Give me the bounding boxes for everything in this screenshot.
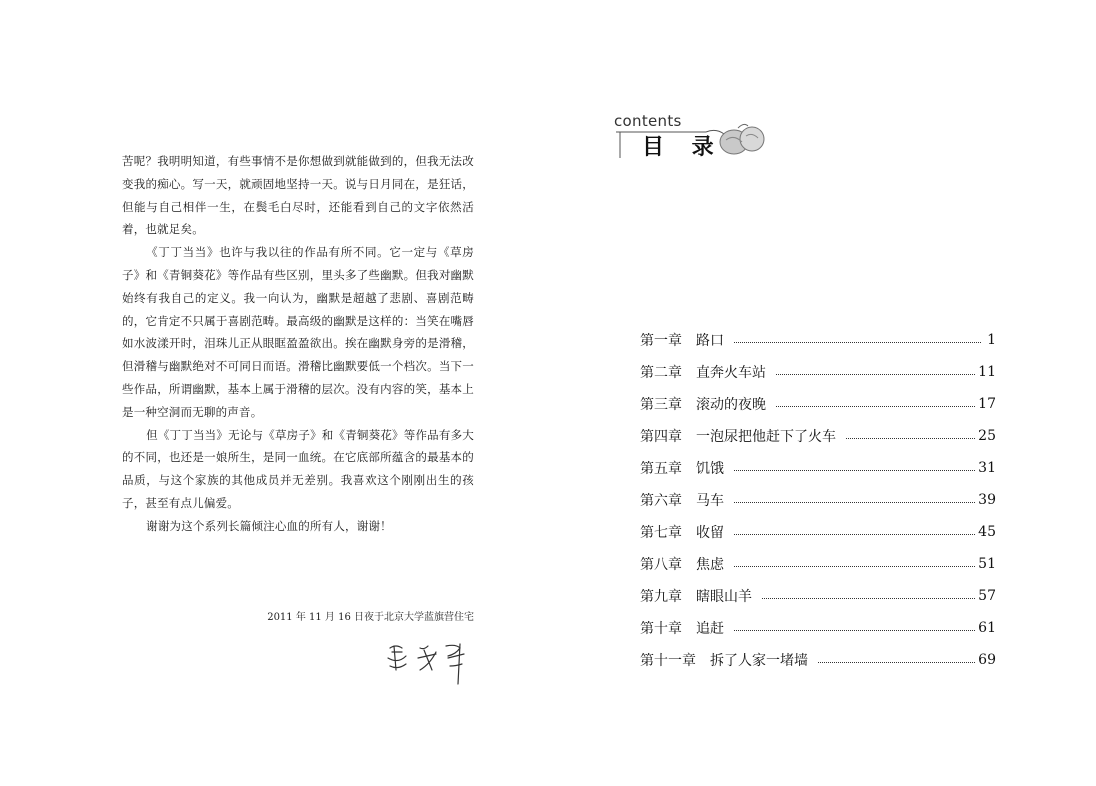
dot-leader: [762, 598, 975, 599]
chapter-page-number: 31: [978, 460, 996, 476]
toc-entry[interactable]: [640, 644, 996, 676]
chapter-page-number: 61: [978, 620, 996, 636]
toc-entry[interactable]: [640, 452, 996, 484]
preface-paragraph: 谢谢为这个系列长篇倾注心血的所有人，谢谢！: [146, 518, 392, 533]
chapter-number: 第五章: [640, 461, 682, 477]
chapter-page-number: 11: [978, 364, 996, 380]
toc-entry[interactable]: [640, 420, 996, 452]
preface-text-block: [122, 150, 474, 538]
chapter-number: 第六章: [640, 493, 682, 509]
chapter-title: 追赶: [696, 621, 724, 637]
toc-entry[interactable]: [640, 516, 996, 548]
chapter-page-number: 57: [978, 588, 996, 604]
chapter-number: 第二章: [640, 365, 682, 381]
dot-leader: [734, 566, 975, 567]
contents-label: contents: [614, 112, 682, 130]
chapter-title: 一泡尿把他赶下了火车: [696, 429, 836, 445]
dot-leader: [734, 470, 975, 471]
chapter-page-number: 45: [978, 524, 996, 540]
preface-date-line: 2011 年 11 月 16 日夜于北京大学蓝旗营住宅: [267, 612, 474, 623]
chapter-title: 拆了人家一堵墙: [710, 653, 808, 669]
dot-leader: [776, 374, 975, 375]
chapter-number: 第十一章: [640, 653, 696, 669]
chapter-page-number: 25: [978, 428, 996, 444]
chapter-title: 收留: [696, 525, 724, 541]
chapter-number: 第三章: [640, 397, 682, 413]
toc-entry[interactable]: [640, 324, 996, 356]
toc-header: [608, 110, 778, 166]
author-signature: [380, 636, 476, 688]
chapter-page-number: 51: [978, 556, 996, 572]
chapter-page-number: 1: [987, 332, 996, 348]
chapter-title: 直奔火车站: [696, 365, 766, 381]
chapter-page-number: 17: [978, 396, 996, 412]
toc-entry[interactable]: [640, 548, 996, 580]
toc-list: [640, 324, 996, 676]
preface-paragraph: 苦呢？我明明知道，有些事情不是你想做到就能做到的，但我无法改变我的痴心。写一天，就顽固地坚持一天。说与日月同在，是狂话，但能与自己相伴一生，在鬓毛白尽时，还能看到自己的文字依然活着，也就足矣。: [122, 154, 474, 237]
chapter-title: 饥饿: [696, 461, 724, 477]
chapter-number: 第八章: [640, 557, 682, 573]
chapter-title: 焦虑: [696, 557, 724, 573]
toc-entry[interactable]: [640, 580, 996, 612]
chapter-number: 第九章: [640, 589, 682, 605]
toc-entry[interactable]: [640, 388, 996, 420]
preface-paragraph: 《丁丁当当》也许与我以往的作品有所不同。它一定与《草房子》和《青铜葵花》等作品有些区别，里头多了些幽默。但我对幽默始终有我自己的定义。我一向认为，幽默是超越了悲剧、喜剧范畴的，它肯定不只属于喜剧范畴。最高级的幽默是这样的：当笑在嘴唇如水波漾开时，泪珠儿正从眼眶盈盈欲出。挨在幽默身旁的是滑稽，但滑稽与幽默绝对不可同日而语。滑稽比幽默要低一个档次。当下一些作品，所谓幽默，基本上属于滑稽的层次。没有内容的笑，基本上是一种空洞而无聊的声音。: [122, 245, 474, 419]
dot-leader: [734, 502, 975, 503]
toc-entry[interactable]: [640, 484, 996, 516]
chapter-title: 路口: [696, 333, 724, 349]
dot-leader: [818, 662, 975, 663]
chapter-number: 第十章: [640, 621, 682, 637]
chapter-page-number: 39: [978, 492, 996, 508]
chapter-title: 瞎眼山羊: [696, 589, 752, 605]
chapter-number: 第七章: [640, 525, 682, 541]
toc-title: 目 录: [642, 134, 724, 160]
chapter-page-number: 69: [978, 652, 996, 668]
chapter-title: 马车: [696, 493, 724, 509]
dot-leader: [734, 630, 975, 631]
dot-leader: [734, 534, 975, 535]
preface-paragraph: 但《丁丁当当》无论与《草房子》和《青铜葵花》等作品有多大的不同，也还是一娘所生，是同一血统。在它底部所蕴含的最基本的品质，与这个家族的其他成员并无差别。我喜欢这个刚刚出生的孩子，甚至有点儿偏爱。: [122, 427, 474, 510]
dot-leader: [846, 438, 975, 439]
toc-entry[interactable]: [640, 356, 996, 388]
chapter-title: 滚动的夜晚: [696, 397, 766, 413]
toc-entry[interactable]: [640, 612, 996, 644]
chapter-number: 第四章: [640, 429, 682, 445]
dot-leader: [776, 406, 975, 407]
chapter-number: 第一章: [640, 333, 682, 349]
dot-leader: [734, 342, 981, 343]
